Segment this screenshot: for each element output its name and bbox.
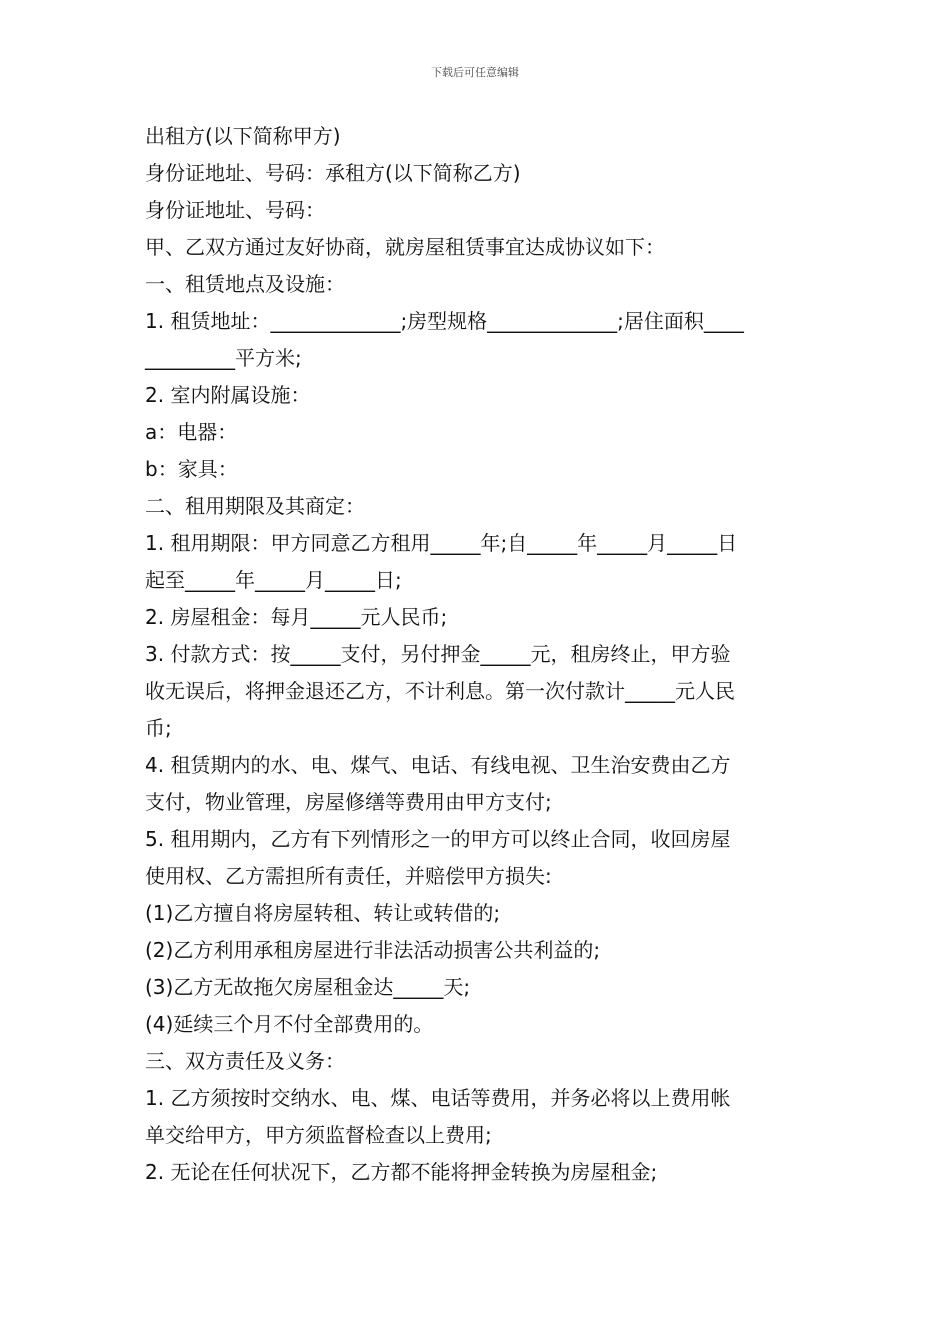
contract-line: 4. 租赁期内的水、电、煤气、电话、有线电视、卫生治安费由乙方	[145, 753, 731, 777]
contract-line: 甲、乙双方通过友好协商，就房屋租赁事宜达成协议如下：	[145, 235, 665, 259]
contract-line: 起至_____年_____月_____日;	[145, 568, 402, 592]
contract-line: 1. 租赁地址：_____________;房型规格_____________;居住面积____	[145, 309, 744, 333]
contract-line: 支付，物业管理，房屋修缮等费用由甲方支付;	[145, 790, 552, 814]
contract-line: (2)乙方利用承租房屋进行非法活动损害公共利益的;	[145, 938, 601, 962]
contract-line: 币;	[145, 716, 172, 740]
contract-line: b：家具：	[145, 457, 238, 481]
contract-line: 一、租赁地点及设施：	[145, 272, 345, 296]
contract-line: 3. 付款方式：按_____支付，另付押金_____元，租房终止，甲方验	[145, 642, 731, 666]
contract-line: _________平方米;	[145, 346, 302, 370]
contract-body	[145, 118, 810, 1191]
contract-line: 2. 无论在任何状况下，乙方都不能将押金转换为房屋租金;	[145, 1160, 658, 1184]
contract-line: 身份证地址、号码：承租方(以下简称乙方)	[145, 161, 521, 185]
contract-line: 2. 室内附属设施：	[145, 383, 311, 407]
contract-line: (4)延续三个月不付全部费用的。	[145, 1012, 434, 1036]
contract-line: 三、双方责任及义务：	[145, 1049, 345, 1073]
contract-line: a：电器：	[145, 420, 238, 444]
contract-line: 收无误后，将押金退还乙方，不计利息。第一次付款计_____元人民	[145, 679, 735, 703]
contract-line: 5. 租用期内，乙方有下列情形之一的甲方可以终止合同，收回房屋	[145, 827, 731, 851]
contract-line: (1)乙方擅自将房屋转租、转让或转借的;	[145, 901, 501, 925]
header-note: 下载后可任意编辑	[431, 66, 519, 79]
contract-line: (3)乙方无故拖欠房屋租金达_____天;	[145, 975, 471, 999]
contract-line: 出租方(以下简称甲方)	[145, 124, 341, 148]
contract-line: 2. 房屋租金：每月_____元人民币;	[145, 605, 448, 629]
contract-line: 1. 乙方须按时交纳水、电、煤、电话等费用，并务必将以上费用帐	[145, 1086, 731, 1110]
contract-line: 二、租用期限及其商定：	[145, 494, 365, 518]
contract-line: 身份证地址、号码：	[145, 198, 325, 222]
contract-line: 1. 租用期限：甲方同意乙方租用_____年;自_____年_____月_____日	[145, 531, 738, 555]
contract-line: 使用权、乙方需担所有责任，并赔偿甲方损失:	[145, 864, 552, 888]
contract-line: 单交给甲方，甲方须监督检查以上费用;	[145, 1123, 492, 1147]
